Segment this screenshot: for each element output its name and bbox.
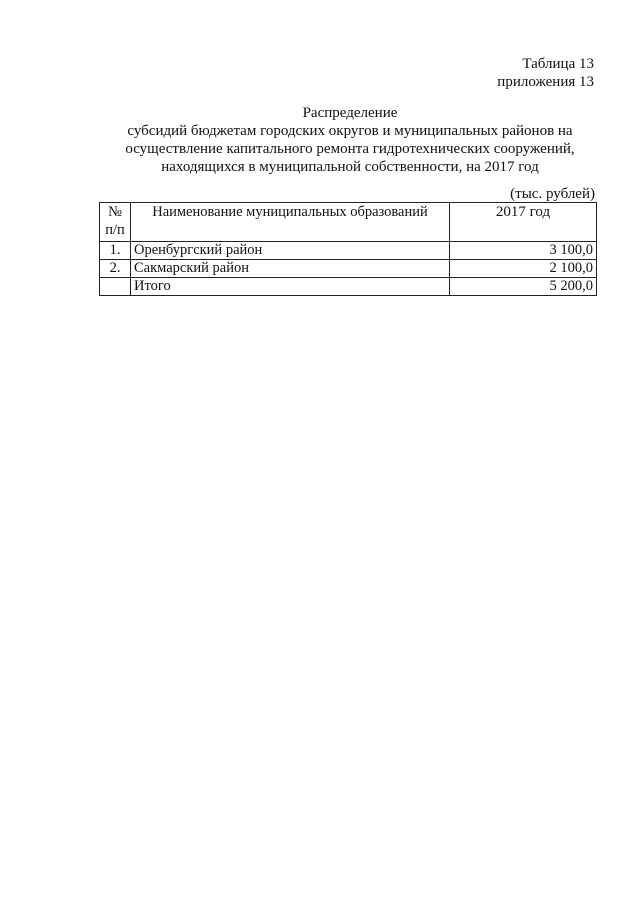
table-number: Таблица 13	[522, 56, 594, 72]
title-line-2: субсидий бюджетам городских округов и муниципальных районов на	[127, 123, 573, 139]
table-row	[100, 242, 597, 260]
total-amount: 5 200,0	[450, 278, 597, 296]
units-label: (тыс. рублей)	[510, 186, 595, 202]
row-municipality: Оренбургский район	[131, 242, 450, 260]
document-title	[60, 104, 638, 176]
title-line-4: находящихся в муниципальной собственности, на 2017 год	[161, 159, 539, 175]
row-number: 1.	[100, 242, 131, 260]
total-label: Итого	[131, 278, 450, 296]
header-year: 2017 год	[450, 203, 597, 242]
total-number-cell	[100, 278, 131, 296]
table-row	[100, 260, 597, 278]
row-amount: 3 100,0	[450, 242, 597, 260]
table-total-row	[100, 278, 597, 296]
title-line-3: осуществление капитального ремонта гидротехнических сооружений,	[125, 141, 575, 157]
row-municipality: Сакмарский район	[131, 260, 450, 278]
subsidy-table	[99, 202, 597, 296]
header-number	[100, 203, 131, 242]
title-line-1: Распределение	[302, 105, 398, 121]
table-reference	[497, 55, 594, 91]
appendix-number: приложения 13	[497, 74, 594, 90]
header-municipality-name: Наименование муниципальных образований	[131, 203, 450, 242]
row-amount: 2 100,0	[450, 260, 597, 278]
table-header-row	[100, 203, 597, 242]
header-number-abbr: п/п	[105, 222, 125, 238]
row-number: 2.	[100, 260, 131, 278]
header-number-symbol: №	[108, 204, 122, 220]
